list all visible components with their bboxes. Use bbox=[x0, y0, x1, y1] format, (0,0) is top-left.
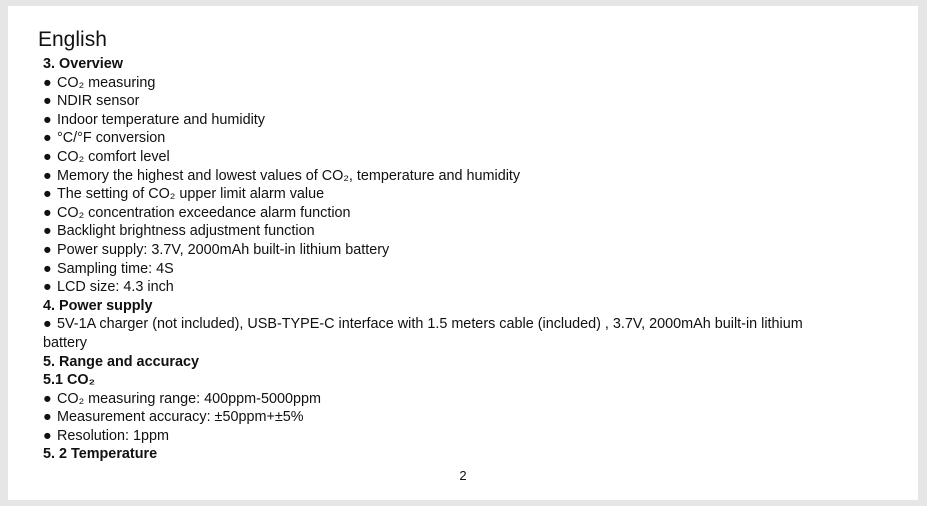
bullet-item bbox=[43, 222, 903, 241]
bullet-icon: ● bbox=[43, 204, 52, 221]
bullet-text: 5V-1A charger (not included), USB-TYPE-C interface with 1.5 meters cable (included) , 3.7V, 2000mAh built-in lithium bbox=[57, 316, 803, 333]
bullet-icon: ● bbox=[43, 260, 52, 277]
bullet-item bbox=[43, 92, 903, 111]
bullet-icon: ● bbox=[43, 279, 52, 296]
bullet-text: Power supply: 3.7V, 2000mAh built-in lithium battery bbox=[57, 241, 390, 258]
bullet-item bbox=[43, 167, 903, 186]
bullet-item bbox=[43, 315, 903, 334]
bullet-item bbox=[43, 408, 903, 427]
bullet-icon: ● bbox=[43, 427, 52, 444]
bullet-text: Measurement accuracy: ±50ppm+±5% bbox=[57, 409, 304, 426]
page-number: 2 bbox=[459, 468, 467, 483]
bullet-icon: ● bbox=[43, 223, 52, 240]
bullet-icon: ● bbox=[43, 130, 52, 147]
bullet-text: CO₂ measuring range: 400ppm-5000ppm bbox=[57, 390, 321, 407]
bullet-icon: ● bbox=[43, 390, 52, 407]
bullet-text: Backlight brightness adjustment function bbox=[57, 223, 315, 240]
bullet-item bbox=[43, 390, 903, 409]
bullet-item bbox=[43, 148, 903, 167]
bullet-icon: ● bbox=[43, 111, 52, 128]
bullet-icon: ● bbox=[43, 316, 52, 333]
bullet-item bbox=[43, 241, 903, 260]
bullet-text: CO₂ comfort level bbox=[57, 148, 170, 165]
section-heading: 4. Power supply bbox=[43, 297, 153, 314]
bullet-item bbox=[43, 74, 903, 93]
bullet-icon: ● bbox=[43, 148, 52, 165]
bullet-item bbox=[43, 129, 903, 148]
section-heading: 5.1 CO₂ bbox=[43, 372, 95, 389]
bullet-icon: ● bbox=[43, 93, 52, 110]
bullet-text: NDIR sensor bbox=[57, 93, 140, 110]
bullet-icon: ● bbox=[43, 409, 52, 426]
bullet-item bbox=[43, 111, 903, 130]
bullet-text: Memory the highest and lowest values of CO₂, temperature and humidity bbox=[57, 167, 521, 184]
bullet-text: Resolution: 1ppm bbox=[57, 427, 169, 444]
language-heading: English bbox=[38, 28, 107, 51]
bullet-item bbox=[43, 260, 903, 279]
document-page bbox=[8, 6, 918, 500]
bullet-text: °C/°F conversion bbox=[57, 130, 166, 147]
bullet-item bbox=[43, 185, 903, 204]
bullet-icon: ● bbox=[43, 167, 52, 184]
bullet-text: LCD size: 4.3 inch bbox=[57, 279, 174, 296]
bullet-text: Indoor temperature and humidity bbox=[57, 111, 265, 128]
bullet-icon: ● bbox=[43, 74, 52, 91]
bullet-text-continuation: battery bbox=[43, 334, 87, 351]
section-heading: 5. Range and accuracy bbox=[43, 353, 199, 370]
bullet-text: CO₂ concentration exceedance alarm function bbox=[57, 204, 351, 221]
section-heading: 3. Overview bbox=[43, 56, 123, 72]
bullet-item bbox=[43, 278, 903, 297]
bullet-icon: ● bbox=[43, 186, 52, 203]
bullet-text: Sampling time: 4S bbox=[57, 260, 174, 277]
bullet-item bbox=[43, 427, 903, 446]
bullet-text: The setting of CO₂ upper limit alarm value bbox=[57, 186, 325, 203]
section-heading: 5. 2 Temperature bbox=[43, 446, 158, 463]
manual-content bbox=[43, 55, 903, 464]
bullet-icon: ● bbox=[43, 241, 52, 258]
bullet-item bbox=[43, 204, 903, 223]
bullet-text: CO₂ measuring bbox=[57, 74, 156, 91]
